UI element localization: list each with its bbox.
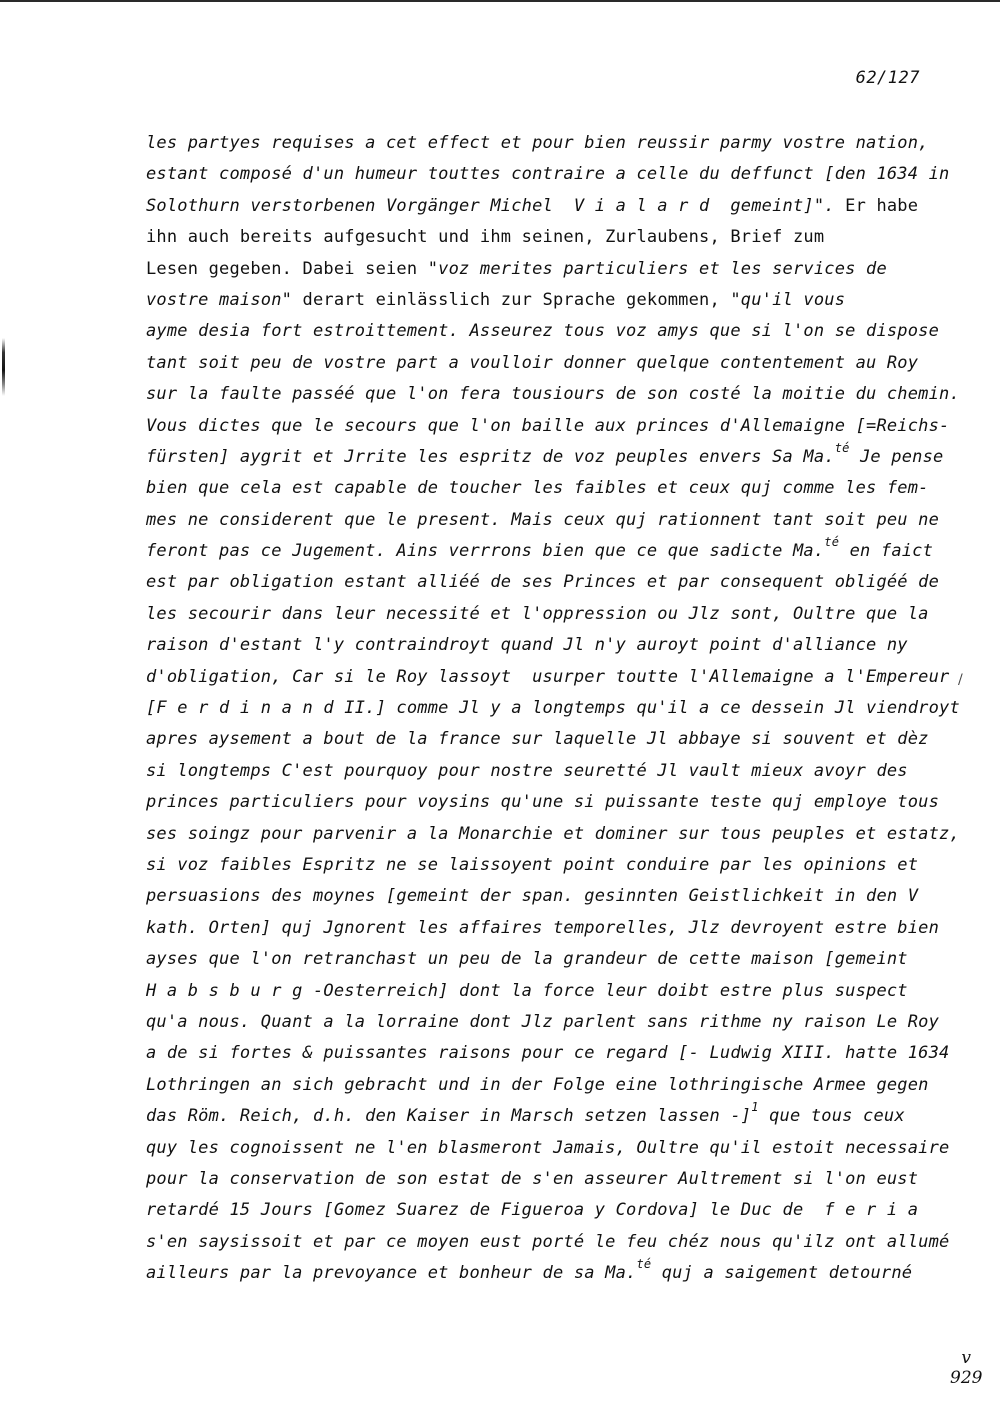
text-line (146, 1164, 946, 1195)
italic-text-segment: en faict (839, 541, 934, 562)
italic-text-segment: retardé 15 Jours [Gomez Suarez de Figueroa y Cordova] le Duc de f e r i a (146, 1200, 919, 1221)
upright-text-segment: derart einlässlich zur Sprache gekommen, (292, 289, 731, 310)
italic-text-segment: Je pense (849, 446, 944, 467)
italic-text-segment: fürsten] aygrit et Jrrite les espritz de voz peuples envers Sa Ma. (146, 446, 835, 467)
text-line (146, 724, 946, 755)
italic-text-segment: si voz faibles Espritz ne se laissoyent point conduire par les opinions et (146, 854, 919, 875)
document-body-text (146, 128, 960, 1289)
text-line (146, 348, 946, 379)
page-number: 62/127 (855, 68, 920, 88)
folio-number: 929 (950, 1368, 983, 1388)
folio-stamp (950, 1348, 982, 1388)
italic-text-segment: [F e r d i n a n d II.] comme Jl y a longtemps qu'il a ce dessein Jl viendroyt (146, 698, 960, 719)
italic-text-segment: pour la conservation de son estat de s'en asseurer Aultrement si l'on eust (146, 1168, 919, 1189)
text-line (146, 944, 946, 975)
italic-text-segment: das Röm. Reich, d.h. den Kaiser in Marsch setzen lassen -] (146, 1106, 752, 1127)
italic-text-segment: mes ne considerent que le present. Mais ceux quj rationnent tant soit peu ne (146, 509, 940, 530)
left-margin-mark (2, 338, 5, 396)
italic-text-segment: Lothringen an sich gebracht und in der Folge eine lothringische Armee gegen (146, 1074, 929, 1095)
text-line (146, 881, 946, 912)
italic-text-segment: d'obligation, Car si le Roy lassoyt usurper toutte l'Allemaigne a l'Empereur (146, 666, 950, 687)
text-line (146, 1227, 950, 1258)
italic-text-segment: estant composé d'un humeur touttes contraire a celle du deffunct [den 1634 in (146, 164, 950, 185)
text-line (146, 411, 950, 442)
text-line (146, 1133, 950, 1164)
text-line (146, 599, 946, 630)
text-line (146, 693, 960, 724)
text-line (146, 662, 950, 693)
italic-text-segment: ailleurs par la prevoyance et bonheur de sa Ma. (146, 1263, 637, 1284)
text-line (146, 191, 946, 222)
upright-text-segment: Er habe (834, 195, 919, 216)
text-line (146, 1101, 946, 1132)
text-line (146, 285, 946, 316)
italic-text-segment: s'en saysissoit et par ce moyen eust porté le feu chéz nous qu'ilz ont allumé (146, 1231, 950, 1252)
superscript: té (834, 440, 850, 455)
italic-text-segment: "voz merites particuliers et les services de (427, 258, 887, 279)
italic-text-segment: Vous dictes que le secours que l'on baille aux princes d'Allemaigne [=Reichs- (146, 415, 950, 436)
text-line (146, 159, 950, 190)
italic-text-segment: persuasions des moynes [gemeint der span. gesinnten Geistlichkeit in den V (146, 886, 919, 907)
italic-text-segment: quy les cognoissent ne l'en blasmeront Jamais, Oultre qu'il estoit necessaire (146, 1137, 950, 1158)
italic-text-segment: Solothurn verstorbenen Vorgänger Michel V i a l a r d gemeint]". (146, 195, 835, 216)
superscript: 1 (751, 1100, 759, 1115)
text-line (146, 913, 946, 944)
italic-text-segment: quj a saigement detourné (651, 1263, 913, 1284)
text-line (146, 379, 960, 410)
superscript: té (636, 1257, 652, 1272)
italic-text-segment: ses soingz pour parvenir a la Monarchie et dominer sur tous peuples et estatz, (146, 823, 960, 844)
italic-text-segment: kath. Orten] quj Jgnorent les affaires temporelles, Jlz devroyent estre bien (146, 917, 940, 938)
text-line (146, 1258, 946, 1289)
text-line (146, 850, 946, 881)
italic-text-segment: feront pas ce Jugement. Ains verrrons bien que ce que sadicte Ma. (146, 541, 825, 562)
italic-text-segment: bien que cela est capable de toucher les faibles et ceux quj comme les fem- (146, 478, 929, 499)
italic-text-segment: les secourir dans leur necessité et l'oppression ou Jlz sont, Oultre que la (146, 603, 929, 624)
text-line (146, 1070, 946, 1101)
italic-text-segment: qu'a nous. Quant a la lorraine dont Jlz parlent sans rithme ny raison Le Roy (146, 1011, 940, 1032)
right-margin-note: / (958, 672, 963, 688)
text-line (146, 756, 946, 787)
text-line (146, 630, 946, 661)
italic-text-segment: tant soit peu de vostre part a voulloir donner quelque contentement au Roy (146, 352, 919, 373)
italic-text-segment: vostre maison" (146, 289, 293, 310)
text-line (146, 473, 946, 504)
upright-text-segment: ihn auch bereits aufgesucht und ihm seinen, Zurlaubens, Brief zum (146, 227, 825, 248)
text-line (146, 505, 946, 536)
upright-text-segment: Lesen gegeben. Dabei seien (146, 258, 428, 279)
italic-text-segment: que tous ceux (758, 1106, 905, 1127)
text-line (146, 1195, 946, 1226)
italic-text-segment: raison d'estant l'y contraindroyt quand Jl n'y auroyt point d'alliance ny (146, 635, 908, 656)
text-line (146, 254, 946, 285)
italic-text-segment: a de si fortes & puissantes raisons pour ce regard [- Ludwig XIII. hatte 1634 (146, 1043, 950, 1064)
italic-text-segment: les partyes requises a cet effect et pour bien reussir parmy vostre nation, (146, 133, 929, 153)
text-line (146, 567, 946, 598)
text-line (146, 787, 946, 818)
text-line (146, 536, 946, 567)
text-line (146, 316, 946, 347)
italic-text-segment: apres aysement a bout de la france sur laquelle Jl abbaye si souvent et dèz (146, 729, 929, 750)
italic-text-segment: sur la faulte passéé que l'on fera tousiours de son costé la moitie du chemin. (146, 384, 960, 405)
italic-text-segment: est par obligation estant alliéé de ses Princes et par consequent obligéé de (146, 572, 940, 593)
italic-text-segment: H a b s b u r g -Oesterreich] dont la force leur doibt estre plus suspect (146, 980, 908, 1001)
text-line (146, 442, 946, 473)
italic-text-segment: ayses que l'on retranchast un peu de la grandeur de cette maison [gemeint (146, 949, 908, 970)
superscript: té (824, 535, 840, 550)
text-line (146, 222, 946, 253)
text-line (146, 819, 960, 850)
italic-text-segment: ayme desia fort estroittement. Asseurez tous voz amys que si l'on se dispose (146, 321, 940, 342)
text-line (146, 128, 946, 159)
italic-text-segment: si longtemps C'est pourquoy pour nostre seuretté Jl vault mieux avoyr des (146, 760, 908, 781)
text-line (146, 1007, 946, 1038)
text-line (146, 976, 946, 1007)
page-top-edge (0, 0, 1000, 2)
italic-text-segment: "qu'il vous (730, 289, 846, 310)
folio-check-mark: v (961, 1348, 972, 1368)
text-line (146, 1038, 950, 1069)
italic-text-segment: princes particuliers pour voysins qu'une si puissante teste quj employe tous (146, 792, 940, 813)
